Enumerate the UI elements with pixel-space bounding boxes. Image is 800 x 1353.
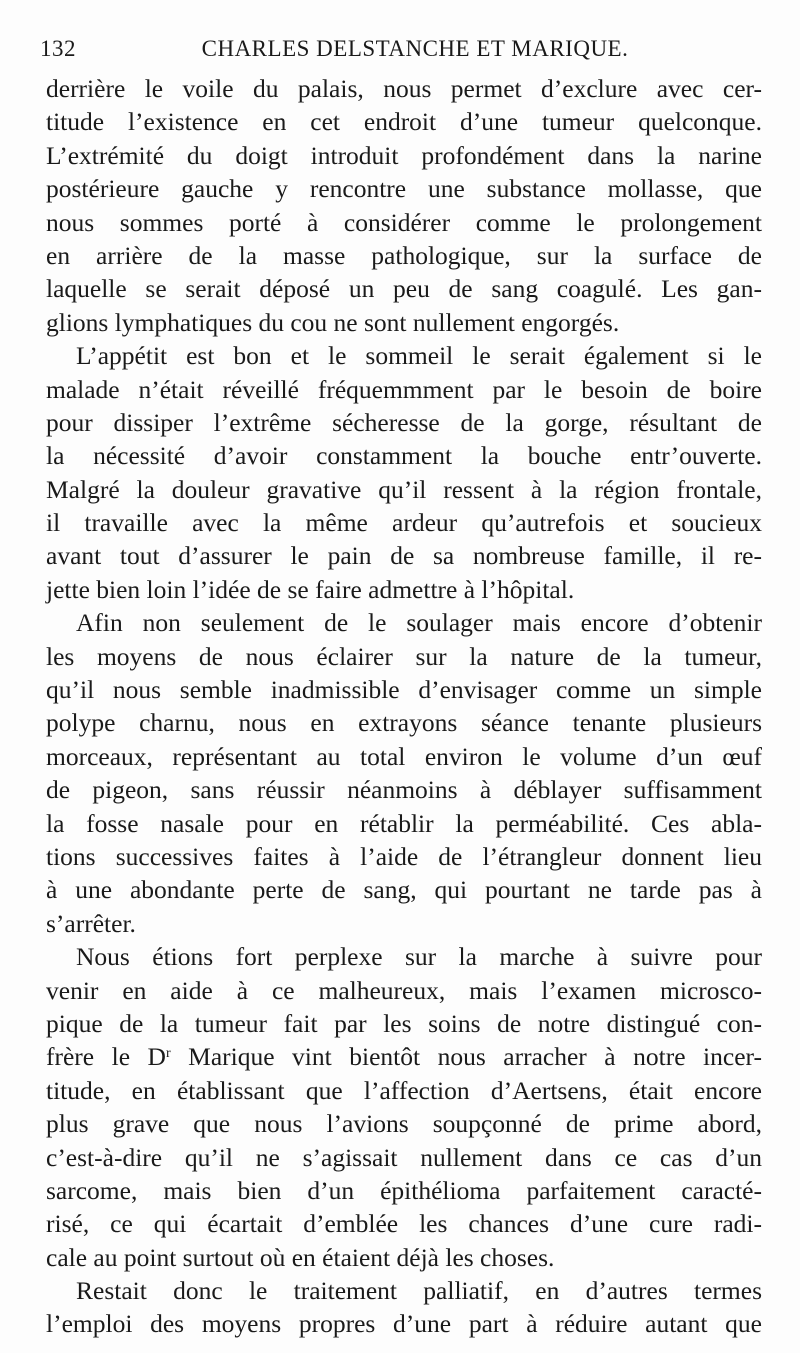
page-header [40, 32, 770, 68]
text-line: s’arrêter. [46, 908, 136, 938]
text-line: qu’il nous semble inadmissible d’envisager comme un simple [46, 675, 762, 705]
running-title: CHARLES DELSTANCHE ET MARIQUE. [201, 36, 629, 61]
text-line: cale au point surtout où en étaient déjà les choses. [46, 1242, 555, 1272]
text-line: en arrière de la masse pathologique, sur la surface de [46, 240, 762, 270]
text-line: postérieure gauche y rencontre une substance mollasse, que [46, 174, 762, 204]
text-line: la fosse nasale pour en rétablir la perméabilité. Ces abla- [46, 808, 762, 838]
text-line: nous sommes porté à considérer comme le prolongement [46, 207, 762, 237]
text-line: risé, ce qui écartait d’emblée les chances d’une cure radi- [46, 1209, 762, 1239]
text-line: la nécessité d’avoir constamment la bouche entr’ouverte. [46, 441, 762, 471]
text-line: venir en aide à ce malheureux, mais l’examen microsco- [46, 975, 762, 1005]
text-line: Restait donc le traitement palliatif, en d’autres termes [76, 1276, 762, 1306]
text-line: Afin non seulement de le soulager mais encore d’obtenir [76, 608, 762, 638]
body-text [46, 72, 762, 1341]
text-line: de pigeon, sans réussir néanmoins à déblayer suffisamment [46, 775, 762, 805]
text-line: sarcome, mais bien d’un épithélioma parfaitement caracté- [46, 1175, 762, 1205]
text-line: Malgré la douleur gravative qu’il ressent à la région frontale, [46, 474, 762, 504]
text-line: titude l’existence en cet endroit d’une tumeur quelconque. [46, 107, 762, 137]
text-line: avant tout d’assurer le pain de sa nombreuse famille, il re- [46, 541, 762, 571]
text-line: frère le $D^r$ Marique vint bientôt nous arracher à notre incer- [46, 1042, 762, 1072]
text-line: morceaux, représentant au total environ le volume d’un œuf [46, 741, 762, 771]
text-line: laquelle se serait déposé un peu de sang coagulé. Les gan- [46, 274, 762, 304]
text-line: c’est-à-dire qu’il ne s’agissait nullement dans ce cas d’un [46, 1142, 762, 1172]
text-line: à une abondante perte de sang, qui pourtant ne tarde pas à [46, 875, 762, 905]
text-line: L’extrémité du doigt introduit profondément dans la narine [46, 140, 762, 170]
text-line: tions successives faites à l’aide de l’étrangleur donnent lieu [46, 841, 762, 871]
text-line: glions lymphatiques du cou ne sont nullement engorgés. [46, 307, 620, 337]
text-line: L’appétit est bon et le sommeil le serait également si le [76, 341, 762, 371]
text-line: plus grave que nous l’avions soupçonné de prime abord, [46, 1109, 762, 1139]
text-line: polype charnu, nous en extrayons séance tenante plusieurs [46, 708, 762, 738]
text-line: jette bien loin l’idée de se faire admettre à l’hôpital. [46, 574, 575, 604]
page-number: 132 [40, 36, 76, 61]
text-line: malade n’était réveillé fréquemmment par le besoin de boire [46, 374, 762, 404]
text-line: il travaille avec la même ardeur qu’autrefois et soucieux [46, 508, 762, 538]
text-line: pique de la tumeur fait par les soins de notre distingué con- [46, 1008, 762, 1038]
text-line: pour dissiper l’extrême sécheresse de la gorge, résultant de [46, 407, 762, 437]
text-line: derrière le voile du palais, nous permet d’exclure avec cer- [46, 74, 762, 103]
text-line: Nous étions fort perplexe sur la marche à suivre pour [76, 942, 762, 972]
text-line: l’emploi des moyens propres d’une part à réduire autant que [46, 1309, 762, 1339]
text-line: titude, en établissant que l’affection d’Aertsens, était encore [46, 1075, 762, 1105]
text-line: les moyens de nous éclairer sur la nature de la tumeur, [46, 641, 762, 671]
